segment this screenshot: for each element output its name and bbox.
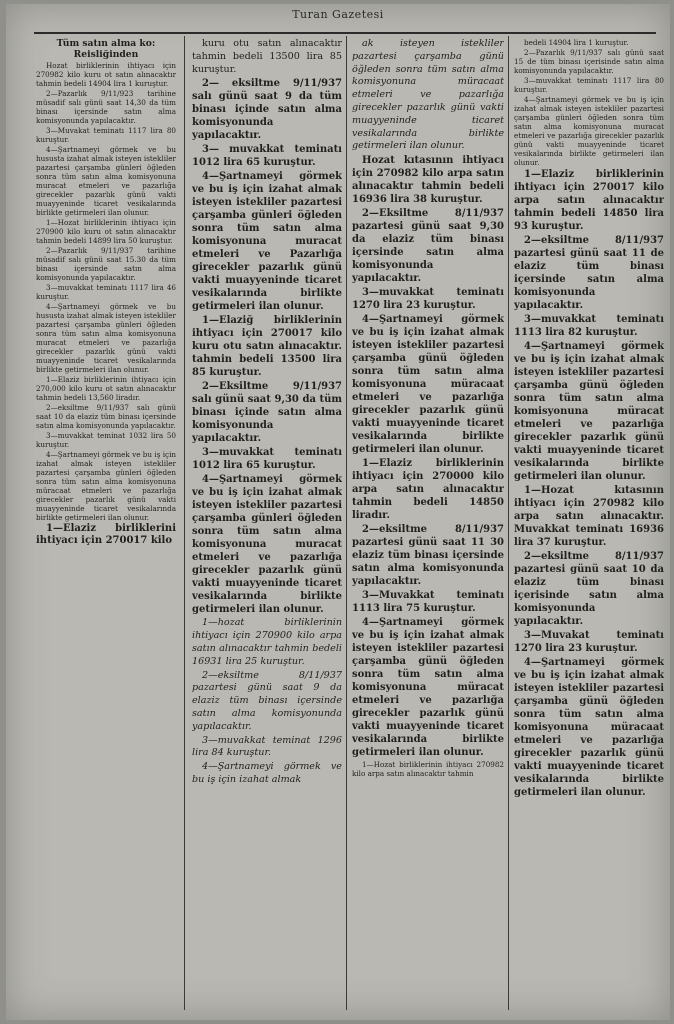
article-paragraph: 4—Şartnameyi görmek ve bu iş için izahat almak isteyen istekliler pazartesi çarşamba günleri öğleden sonra tüm satın alma komisyonuna muracat etmeleri ve Pazarlığa girecekler pazarlık günü vakti muayyeninde ticaret vesikalarında birlikte getirmeleri ilan olunur.	[192, 171, 342, 313]
article-paragraph: 4—Şartnameyi görmek ve bu iş için izahat almak isteyen istekliler pazartesi çarşamba günleri öğleden sonra tüm satın alma komisyonuna müracaat etmeleri ve pazarlığa girecekler pazarlık günü vakti muayyeninde ticaret vesikalarında birlikte getirmeleri ilan olunur.	[36, 450, 176, 522]
article-paragraph: Tüm satın alma ko: Reisliğinden	[56, 38, 156, 60]
article-paragraph: 4—Şartnameyi görmek ve bu iş için izahat almak	[192, 761, 342, 785]
column-divider	[508, 36, 509, 1010]
article-paragraph: 2—eksiltme 8/11/937 pazartesi günü saat 11 30 elaziz tüm binası içersinde satın alma komisyonunda yapılacaktır.	[352, 524, 504, 588]
article-paragraph: 1—Elaziz birliklerinin ihtiyacı için 270000 kilo arpa satın alınacaktır tahmin bedeli 14850 liradır.	[352, 458, 504, 522]
article-paragraph: 2—eksiltme 8/11/937 pazartesi günü saat 9 da elaziz tüm binası içersinde satın alma komisyonunda yapılacaktır.	[192, 669, 342, 732]
article-paragraph: kuru otu satın alınacaktır tahmin bedeli 13500 lira 85 kuruştur.	[192, 38, 342, 75]
column-2	[192, 38, 342, 1010]
article-paragraph: 3— muvakkat teminatı 1012 lira 65 kuruştur.	[192, 144, 342, 169]
article-paragraph: 2—eksiltme 8/11/937 pazartesi günü saat 10 da elaziz tüm binası içerisinde satın alma komisyonunda yapılacaktır.	[514, 551, 664, 627]
article-paragraph: bedeli 14904 lira 1 kuruştur.	[524, 38, 629, 47]
article-paragraph: 2—Pazarlık 9/11/937 salı günü saat 15 de tüm binası içerisinde satın alma komisyonunda yapılacaktır.	[514, 48, 664, 75]
article-paragraph: 1—Hozat kıtasının ihtiyacı için 270982 kilo arpa satın alınacaktır. Muvakkat teminatı 16936 lira 37 kuruştur.	[514, 485, 664, 548]
masthead-rule	[34, 32, 656, 34]
article-paragraph: 3—muvakkat teminatı 1012 lira 65 kuruştur.	[192, 447, 342, 472]
article-paragraph: 3—Muvakat teminatı 1270 lira 23 kuruştur.	[514, 630, 664, 654]
article-paragraph: 1—Elaziğ birliklerinin ihtiyacı için 270017 kilo kuru otu satın alınacaktır. tahmin bedeli 13500 lira 85 kuruştur.	[192, 315, 342, 379]
article-paragraph: 3—muvakkat teminat 1032 lira 50 kuruştur.	[36, 431, 176, 449]
article-paragraph: 4—Şartnameyi görmek ve bu iş için izahat almak isteyen istekliler pazartesi çarşamba günü öğleden sonra tüm satın alma komisyonuna müracat etmeleri ve pazarlığa girecekler pazarlık günü vakti muayyeninde ticaret vesikalarında birlikte getirmeleri ilan olunur.	[514, 341, 664, 482]
article-paragraph: 2—Eksiltme 8/11/937 pazartesi günü saat 9,30 da elaziz tüm binası içersinde satın alma komisyonunda yapılacaktır.	[352, 208, 504, 285]
article-paragraph: 3—Muvakat teminatı 1117 lira 80 kuruştur.	[36, 126, 176, 144]
article-paragraph: 2—eksiltme 8/11/937 pazartesi günü saat 11 de elaziz tüm binası içersinde satın alma komisyonunda yapılacaktır.	[514, 235, 664, 311]
article-paragraph: 2—Pazarlık 9/11/937 tarihine müsadif salı günü saat 15.30 da tüm binası içersinde satın alma komisyonunda yapılacaktır.	[36, 246, 176, 282]
column-1	[36, 38, 176, 1010]
article-paragraph: 2—eksiltme 9/11/937 salı günü saat 10 da elaziz tüm binası içersinde satın alma komisyonunda yapılacaktır.	[36, 403, 176, 430]
article-paragraph: 4—Şartnameyi görmek ve bu iş için izahat almak isteyen istekliler pazartesi çarşamba günü öğleden sonra tüm satın alma komisyonuna müracat etmeleri ve pazarlığa girecekler pazarlık günü vakti muayyeninde ticaret vesikalarında birlikte getirmeleri ilan olunur.	[352, 617, 504, 759]
article-paragraph: 4—Şartnameyi görmek ve bu iş için izahat almak isteyen istekliler pazartesi çarşamba günü öğleden sonra tüm satın alma komisyonuna müracaat etmeleri ve pazarlığa girecekler pazarlık günü vakti muayyeninde ticaret vesikalarında birlikte getirmeleri ilan olunur.	[514, 657, 664, 798]
article-paragraph: 1—Hozat birliklerinin ihtiyacı 270982 kilo arpa satın alınacaktır tahmin	[352, 760, 504, 779]
masthead: Turan Gazetesi	[292, 8, 384, 21]
article-paragraph: 2—Pazarlık 9/11/923 tarihine müsadif salı günü saat 14,30 da tüm binası içersinde satın alma komisyonunda yapılacaktır.	[36, 89, 176, 125]
article-paragraph: 2—Eksiltme 9/11/937 salı günü saat 9,30 da tüm binası içinde satın alma komisyonunda yapılacaktır.	[192, 381, 342, 445]
column-divider	[346, 36, 347, 1010]
article-paragraph: 3—muvakkat teminatı 1270 lira 23 kuruştur.	[352, 287, 504, 312]
article-paragraph: 1—Elaziz birliklerinin ihtiyacı için 270,000 kilo kuru ot satın alınacaktır tahmin bedeli 13,560 liradır.	[36, 375, 176, 402]
article-paragraph: 1—hozat birliklerinin ihtiyacı için 270900 kilo arpa satın alınacaktır tahmin bedeli 16931 lira 25 kuruştur.	[192, 617, 342, 667]
article-paragraph: 2— eksiltme 9/11/937 salı günü saat 9 da tüm binası içinde satın alma komisyonunda yapılacaktır.	[192, 78, 342, 142]
article-paragraph: ak isteyen istekliler pazartesi çarşamba günü öğleden sonra tüm satın alma komisyonuna müracaat etmeleri ve pazarlığa girecekler pazarlık günü vakti muayyeninde ticaret vesikalarında birlikte getirmeleri ilan olunur.	[352, 38, 504, 152]
column-divider	[184, 36, 185, 1010]
article-paragraph: Hozat birliklerinin ihtiyacı için 270982 kilo kuru ot satın alınacaktır tahmin bedeli 14904 lira 1 kuruştur.	[36, 61, 176, 88]
article-paragraph: 4—Şartnameyi görmek ve bu iş için izahat almak isteyen istekliler pazartesi çarşamba günleri öğleden sonra tüm satın alma komisyonuna muracat etmeleri ve pazarlığa girecekler pazarlık günü vakti muayyeninde ticaret vesikalarında birlikte getirmeleri ilan olunur.	[192, 474, 342, 616]
article-paragraph: 4—Şartnameyi görmek ve bu hususta izahat almak isteyen istekliler pazartesi çarşamba günleri öğleden sonra tüm satın alma komisyonuna muracat etmeleri ve pazarlığa girecekler pazarlık günü vakti muayyeninde ticaret vesikalarında birlikte getirmeleri ilan olunur.	[36, 302, 176, 374]
column-3	[352, 38, 504, 1010]
article-paragraph: 3—muvakkat teminat 1296 lira 84 kuruştur.	[192, 734, 342, 759]
article-paragraph: 3—muvakkat teminatı 1117 lira 80 kuruştur.	[514, 76, 664, 94]
article-paragraph: 1—Elaziz birliklerini ihtiyacı için 270017 kilo	[36, 523, 176, 546]
article-paragraph: 1—Hozat birliklerinin ihtiyacı için 270900 kilo kuru ot satın alınacaktır tahmin bedeli 14899 lira 50 kuruştur.	[36, 218, 176, 245]
article-paragraph: 3—Muvakkat teminatı 1113 lira 75 kuruştur.	[352, 590, 504, 615]
article-paragraph: Hozat kıtasının ihtiyacı için 270982 kilo arpa satın alınacaktır tahmin bedeli 16936 lira 38 kuruştur.	[352, 155, 504, 206]
newspaper-page	[6, 4, 670, 1020]
article-paragraph: 3—muvakkat teminatı 1113 lira 82 kuruştur.	[514, 314, 664, 338]
article-paragraph: 4—Şartnameyi görmek ve bu iş için izahat almak isteyen istekliler pazartesi çarşamba günü öğleden sonra tüm satın alma komisyonuna müracaat etmeleri ve pazarlığa girecekler pazarlık günü vakti muayyeninde ticaret vesikalarında birlikte getirmeleri ilan olunur.	[352, 314, 504, 456]
column-4	[514, 38, 664, 1010]
article-paragraph: 3—muvakkat teminatı 1117 lira 46 kuruştur.	[36, 283, 176, 301]
article-paragraph: 4—Şartnameyi görmek ve bu iş için izahat almak isteyen istekliler pazartesi çarşamba günleri öğleden sonra tüm satın alma komisyonuna muracat etmeleri ve pazarlığa girecekler pazarlık günü vakti muayyeninde ticaret vesikalarında birlikte getirmeleri ilan olunur.	[514, 95, 664, 167]
article-paragraph: 4—Şartnameyi görmek ve bu hususta izahat almak isteyen istekliler pazartesi çarşamba günleri öğleden sonra tüm satın alma komisyonuna muracat etmeleri ve pazarlığa girecekler pazarlık günü vakti muayyeninde ticaret vesikalarında birlikte getirmeleri ilan olunur.	[36, 145, 176, 217]
article-paragraph: 1—Elaziz birliklerinin ihtiyacı için 270017 kilo arpa satın alınacaktır tahmin bedeli 14850 lira 93 kuruştur.	[514, 169, 664, 232]
